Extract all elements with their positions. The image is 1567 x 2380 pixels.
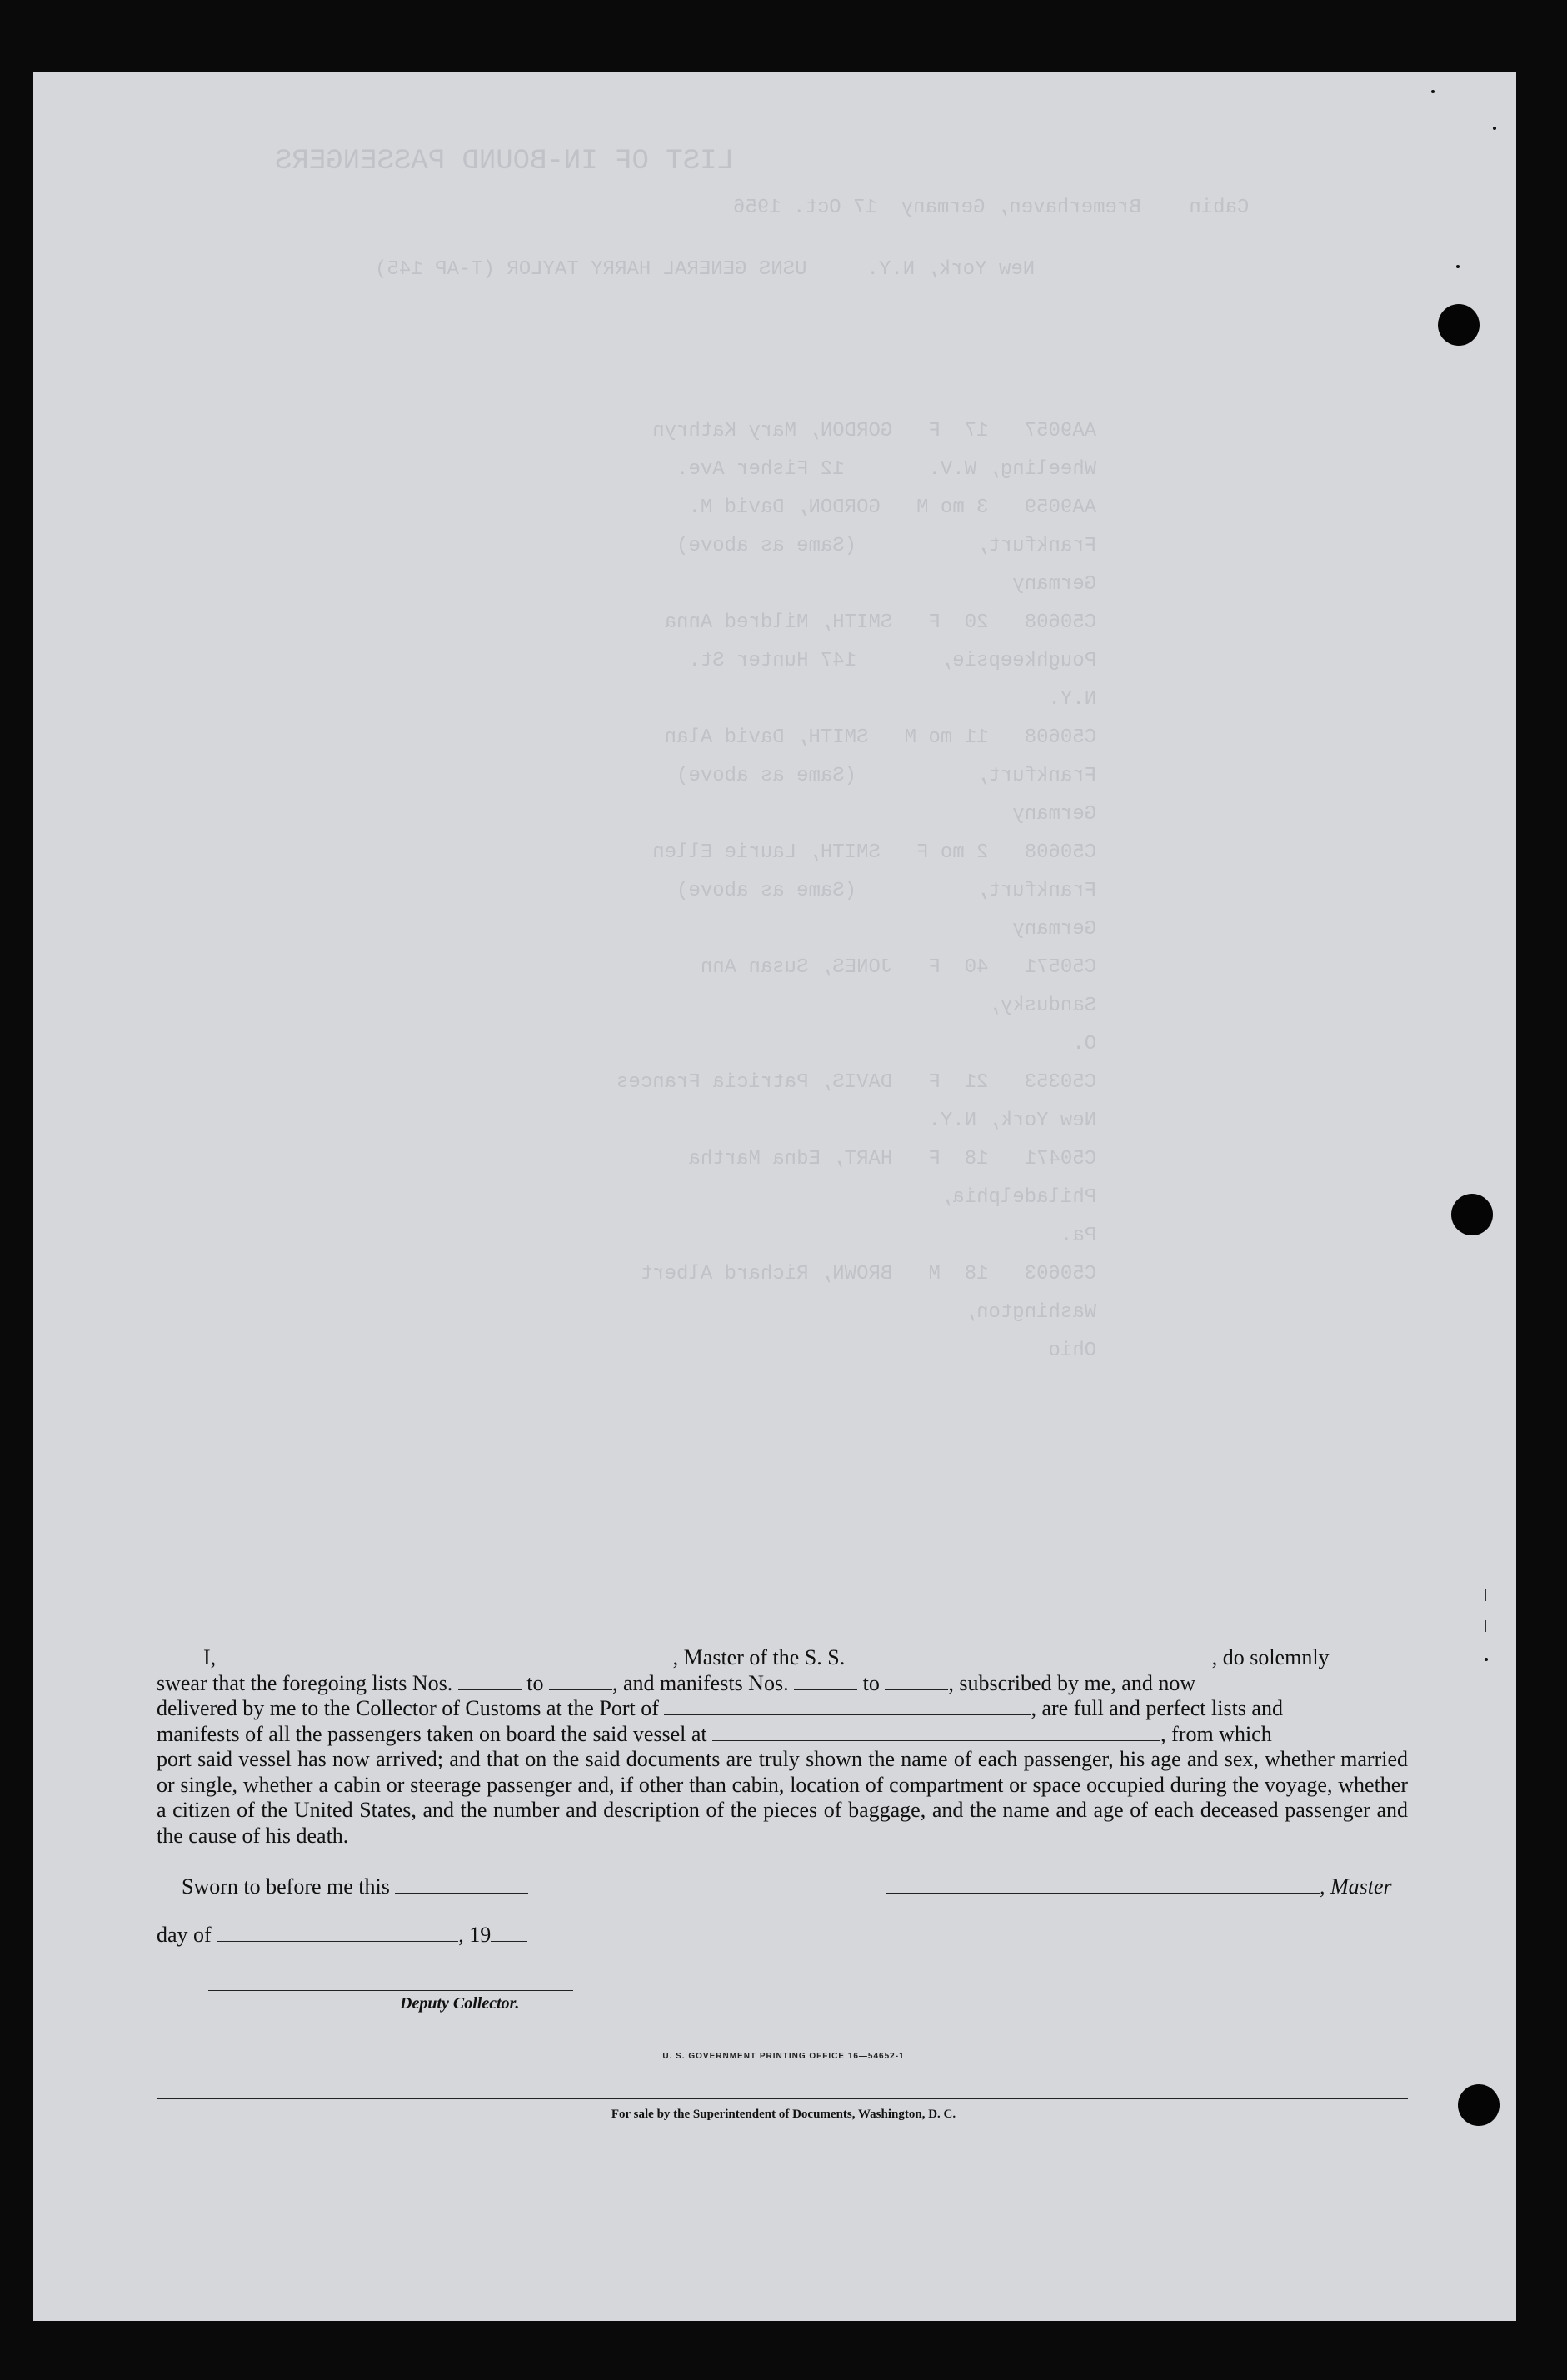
deputy-collector-label: Deputy Collector.: [400, 1994, 520, 2013]
margin-mark: [1485, 1589, 1486, 1601]
oath-subscribed: , subscribed by me, and now: [948, 1670, 1196, 1695]
bleed-through-header: LIST OF IN-BOUND PASSENGERS: [275, 146, 734, 177]
oath-i: I,: [203, 1645, 217, 1669]
oath-body: port said vessel has now arrived; and that on the said documents are truly shown the name of each passenger, his age and sex, whether married or single, whether a cabin or steerage passenger and, if other than cabin, location of compartment or space occupied during the voyage, whether a citizen of the United States, and the number and description of the pieces of baggage, and the name and age of each deceased passenger and the cause of his death.: [157, 1747, 1408, 1848]
master-name-blank: [222, 1645, 673, 1664]
port-blank: [664, 1696, 1031, 1715]
bleed-through-header: Cabin Bremerhaven, Germany 17 Oct. 1956: [733, 197, 1250, 219]
master-signature-line: [886, 1874, 1392, 1899]
oath-full-perfect: , are full and perfect lists and: [1031, 1696, 1283, 1720]
oath-lists-nos: swear that the foregoing lists Nos.: [157, 1670, 453, 1695]
footer-rule: [157, 2098, 1408, 2099]
for-sale-notice: For sale by the Superintendent of Documents, Washington, D. C.: [611, 2108, 956, 2121]
departure-port-blank: [712, 1722, 1160, 1741]
oath-to-2: to: [862, 1670, 880, 1695]
sworn-line: [182, 1874, 528, 1899]
list-from-blank: [458, 1671, 522, 1690]
year-blank: [491, 1923, 527, 1942]
speck: [1485, 1658, 1488, 1661]
day-of-label: day of: [157, 1923, 212, 1947]
oath-vessel-at: manifests of all the passengers taken on board the said vessel at: [157, 1721, 707, 1746]
deputy-signature-line: [208, 1990, 573, 1991]
manifest-from-blank: [794, 1671, 857, 1690]
oath-master-of-ss: , Master of the S. S.: [672, 1645, 846, 1669]
bleed-through-column: AA9057 17 F GORDON, Mary Kathryn Wheeling, W.V. 12 Fisher Ave. AA9059 3 mo M GORDON, David M. Frankfurt, (Same as above) Germany C50608 20 F SMITH, Mildred Anna Poughkeepsie, 147 Hunter St. N.Y. C50608 11 mo M SMITH, David Alan Frankfurt, (Same as above) Germany C50608 2 mo F SMITH, Laurie Ellen Frankfurt, (Same as above) Germany C50571 40 F JONES, Susan Ann Sandusky, O. C50353 21 F DAVIS, Patricia Frances New York, N.Y. C50471 18 F HART, Edna Martha Philadelphia, Pa. C50603 18 M BROWN, Richard Albert Washington, Ohio: [616, 420, 1097, 1362]
punch-hole-top: [1438, 304, 1480, 346]
master-label: , Master: [1320, 1874, 1392, 1899]
oath-statement: [157, 1645, 1408, 1849]
bleed-through-header: New York, N.Y. USNS GENERAL HARRY TAYLOR (T-AP 145): [375, 258, 1036, 281]
list-to-blank: [549, 1671, 612, 1690]
printer-imprint: U. S. GOVERNMENT PRINTING OFFICE 16—54652-1: [662, 2052, 905, 2061]
oath-manifests-nos: , and manifests Nos.: [612, 1670, 789, 1695]
speck: [1456, 265, 1460, 268]
month-blank: [217, 1923, 458, 1942]
master-signature-blank: [886, 1874, 1320, 1894]
sworn-date-blank: [395, 1874, 528, 1894]
punch-hole-middle: [1451, 1194, 1493, 1235]
oath-solemnly: , do solemnly: [1211, 1645, 1330, 1669]
speck: [1431, 90, 1435, 93]
oath-from-which: , from which: [1160, 1721, 1272, 1746]
manifest-to-blank: [885, 1671, 948, 1690]
oath-collector-port: delivered by me to the Collector of Customs at the Port of: [157, 1696, 659, 1720]
margin-mark: [1485, 1620, 1486, 1632]
speck: [1493, 127, 1496, 130]
day-of-line: [157, 1923, 527, 1948]
oath-to-1: to: [526, 1670, 544, 1695]
ship-name-blank: [851, 1645, 1212, 1664]
year-prefix: , 19: [458, 1923, 492, 1947]
sworn-label: Sworn to before me this: [182, 1874, 390, 1899]
